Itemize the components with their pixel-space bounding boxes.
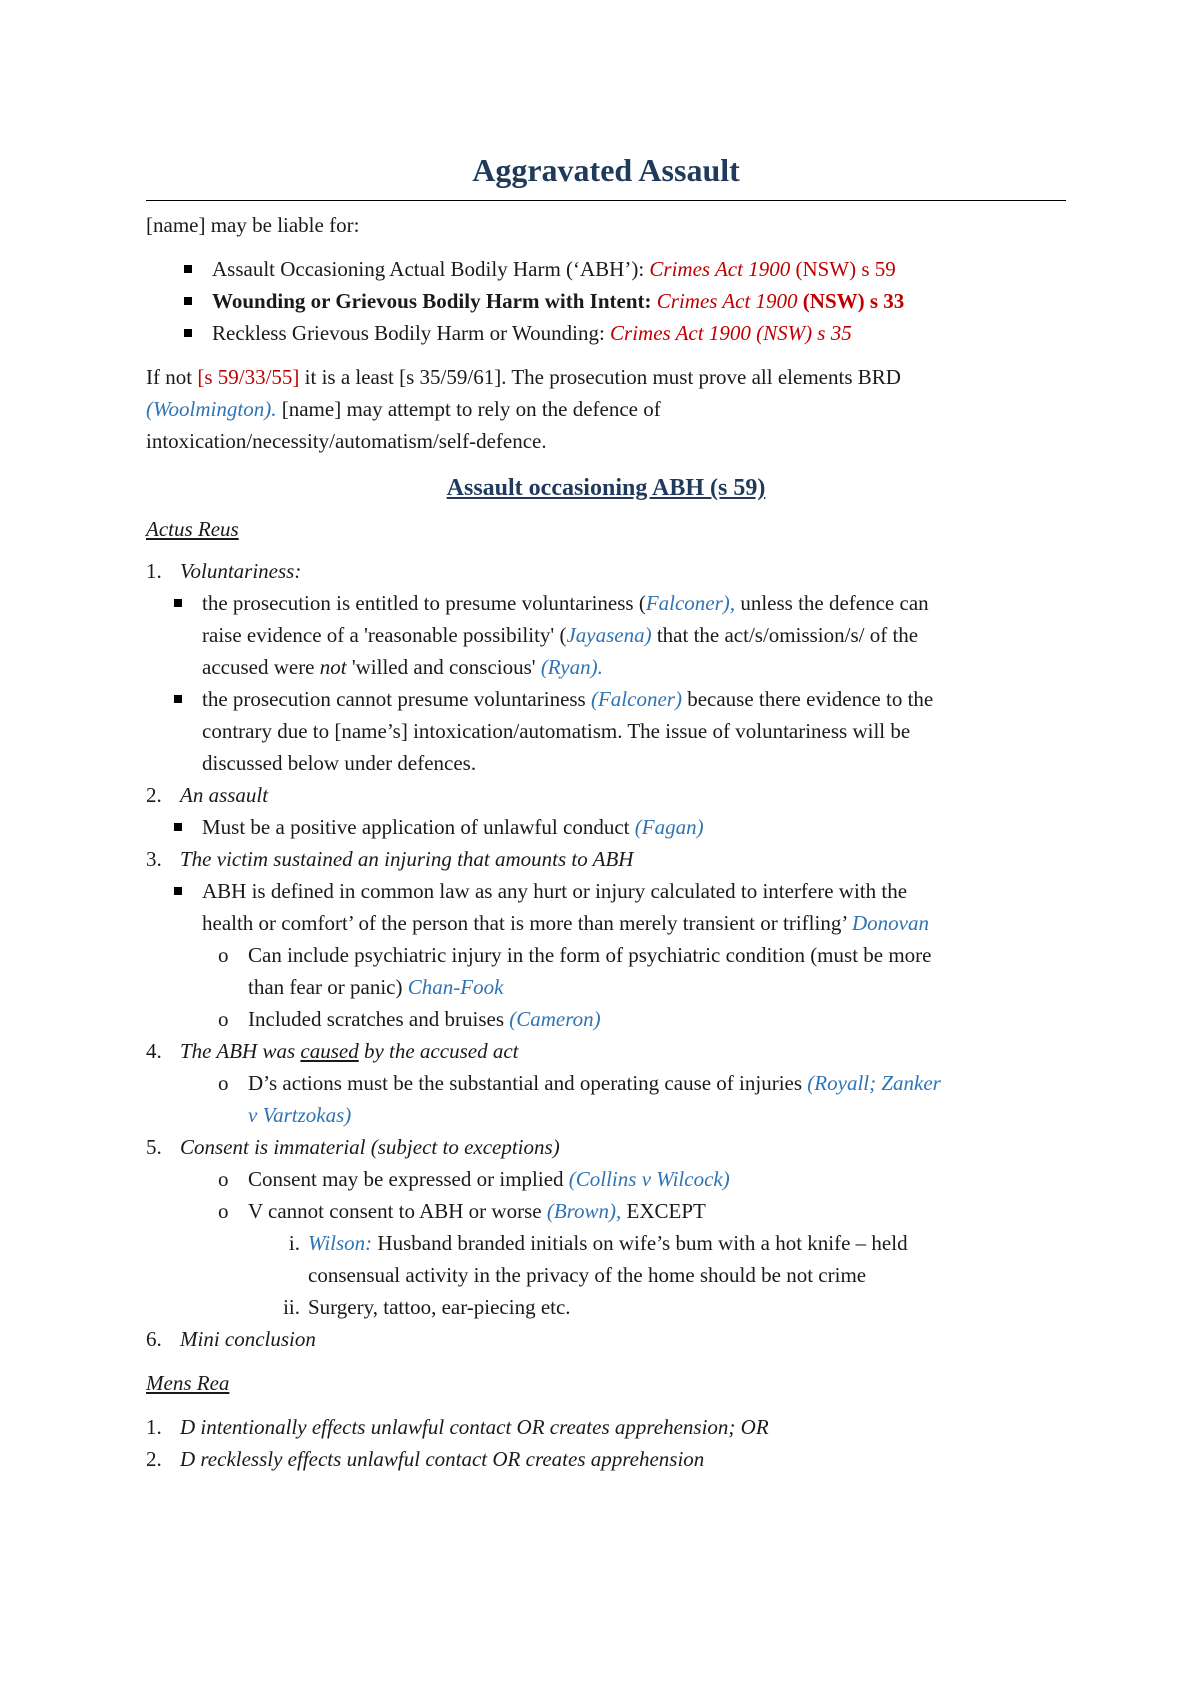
actus-reus-list: 1. Voluntariness: the prosecution is entitled to presume voluntariness (Falconer), unless the defence can raise evidence of a 'reasonable possibility' (Jayasena) that the act/s/omission/s/ of the accused were not 'willed and conscious' (Ryan). the prosecution cannot presume voluntariness (Falconer) because there evidence to the contrary due to [name’s] intoxication/automatism. The issue of voluntariness will be discussed below under defences. 2. An assault Must be a positive application of unlawful conduct (Fagan) 3. The victim sustained an injuring that amounts to ABH ABH is defined in common law as any hurt or injury calculated to interfere with the health or comfort’ of the person that is more than merely transient or trifling’ Donovan o Can include psychiatric injury in the form of psychiatric condition (must be more than fear or panic) Chan-Fook o Included scratches and bruises (Cameron) 4. The ABH was caused by the accused act o D’s actions must be the substantial and operating cause of injuries (Royall; Zanker v Vartzokas) 5. Consent is immaterial (subject to exceptions) o Consent may be expressed or implied (Collins v Wilcock) o V cannot consent to ABH or worse (Brown), EXCEPT i. Wilson: Husband branded initials on wife’s bum with a hot knife – held consensual activity in the privacy of the home should be not crime ii. Surgery, tattoo, ear-piecing etc. 6. Mini conclusion — [146, 555, 1066, 1355]
document-page — [146, 150, 1066, 1475]
charges-list — [184, 253, 1066, 349]
list-item: Must be a positive application of unlawful conduct (Fagan) — [174, 811, 1066, 843]
list-item: 2. D recklessly effects unlawful contact OR creates apprehension — [146, 1447, 705, 1471]
list-item: the prosecution cannot presume voluntariness (Falconer) because there evidence to the — [174, 683, 1066, 715]
list-item: Wounding or Grievous Bodily Harm with Intent: Crimes Act 1900 (NSW) s 33 — [184, 285, 1066, 317]
bullet-icon — [184, 329, 192, 337]
list-item: 3. The victim sustained an injuring that amounts to ABH — [146, 847, 634, 871]
list-item: o V cannot consent to ABH or worse (Brown), EXCEPT — [218, 1195, 1066, 1227]
list-item: o Consent may be expressed or implied (Collins v Wilcock) — [218, 1163, 1066, 1195]
list-item: 4. The ABH was caused by the accused act — [146, 1039, 519, 1063]
mens-rea-heading: Mens Rea — [146, 1371, 230, 1395]
bullet-icon — [184, 265, 192, 273]
page-title: Aggravated Assault — [146, 150, 1066, 201]
list-item: i. Wilson: Husband branded initials on wife’s bum with a hot knife – held — [288, 1231, 908, 1255]
list-item: 2. An assault — [146, 783, 269, 807]
list-item: Reckless Grievous Bodily Harm or Wounding: Crimes Act 1900 (NSW) s 35 — [184, 317, 1066, 349]
bullet-icon — [174, 823, 182, 831]
list-item: o Included scratches and bruises (Cameron) — [218, 1003, 1066, 1035]
bullet-icon — [184, 297, 192, 305]
actus-reus-heading: Actus Reus — [146, 517, 239, 541]
circle-bullet-icon: o — [218, 1167, 229, 1191]
bullet-icon — [174, 695, 182, 703]
circle-bullet-icon: o — [218, 1007, 229, 1031]
list-item: Assault Occasioning Actual Bodily Harm (‘ABH’): Crimes Act 1900 (NSW) s 59 — [184, 253, 1066, 285]
list-item: o D’s actions must be the substantial and operating cause of injuries (Royall; Zanker — [218, 1067, 1066, 1099]
list-item: o Can include psychiatric injury in the form of psychiatric condition (must be more — [218, 939, 1066, 971]
bullet-icon — [174, 887, 182, 895]
intro-text: [name] may be liable for: — [146, 213, 360, 237]
bullet-icon — [174, 599, 182, 607]
circle-bullet-icon: o — [218, 943, 229, 967]
circle-bullet-icon: o — [218, 1071, 229, 1095]
section-heading: Assault occasioning ABH (s 59) — [446, 475, 766, 501]
list-item: the prosecution is entitled to presume voluntariness (Falconer), unless the defence can — [174, 587, 1066, 619]
list-item: ii. Surgery, tattoo, ear-piecing etc. — [283, 1295, 571, 1319]
list-item: 6. Mini conclusion — [146, 1327, 316, 1351]
intro-paragraph: If not [s 59/33/55] it is a least [s 35/59/61]. The prosecution must prove all elements BRD (Woolmington). [name] may attempt to rely on the defence of intoxication/necessity/automatism/self-defence. — [146, 365, 901, 453]
list-item: 1. Voluntariness: — [146, 559, 302, 583]
list-item: ABH is defined in common law as any hurt or injury calculated to interfere with the — [174, 875, 1066, 907]
list-item: 1. D intentionally effects unlawful contact OR creates apprehension; OR — [146, 1415, 769, 1439]
circle-bullet-icon: o — [218, 1199, 229, 1223]
list-item: 5. Consent is immaterial (subject to exceptions) — [146, 1135, 560, 1159]
mens-rea-list — [146, 1411, 1066, 1475]
